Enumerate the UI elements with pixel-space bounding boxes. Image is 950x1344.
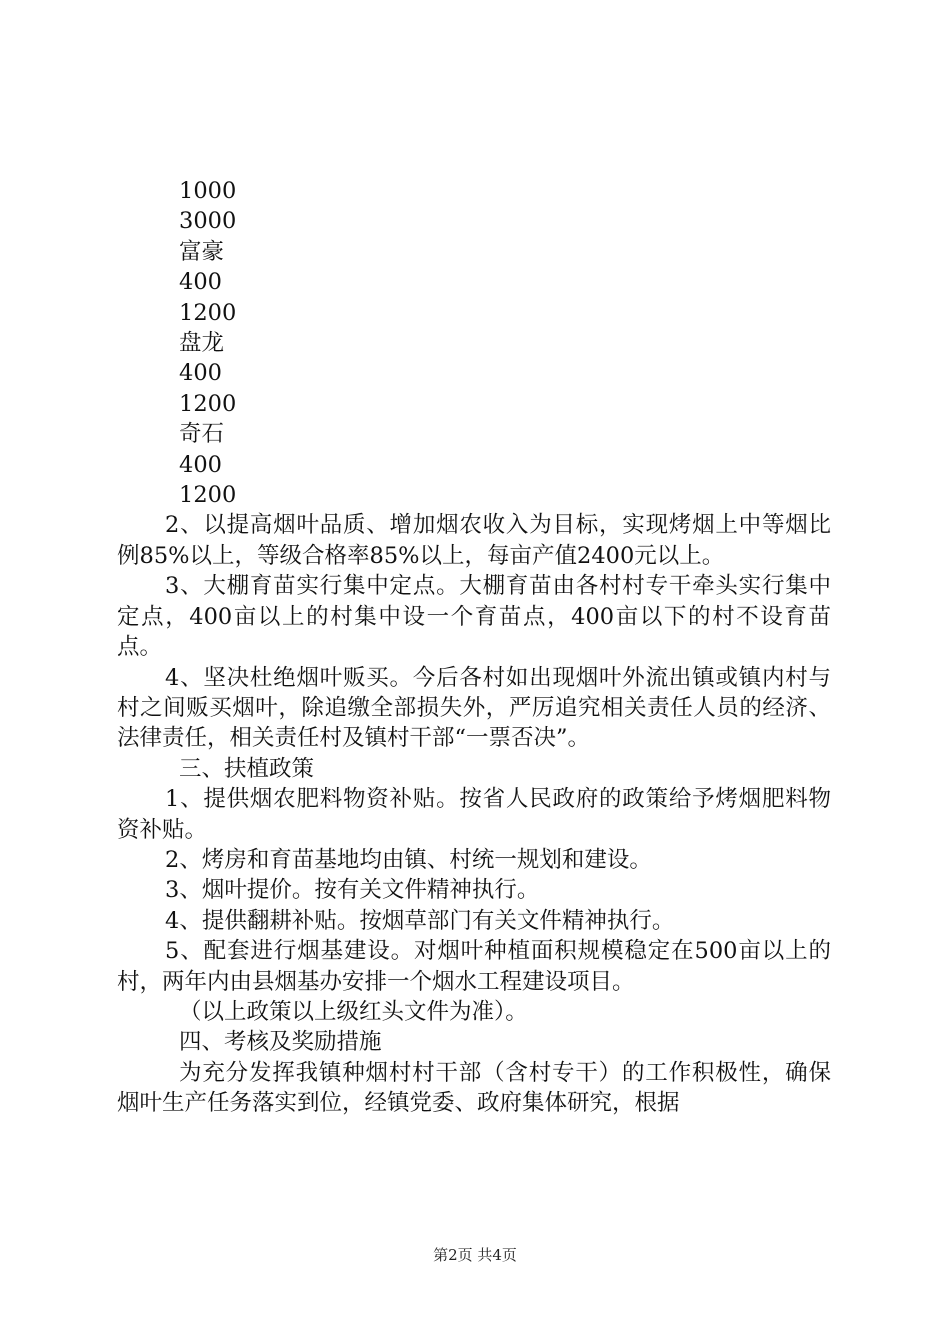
table-cell: 400 <box>179 269 222 296</box>
section-heading-assessment: 四、考核及奖励措施 <box>179 1029 382 1056</box>
table-cell: 1200 <box>179 299 237 326</box>
table-cell: 奇石 <box>179 421 225 448</box>
paragraph-seedling: 3、大棚育苗实行集中定点。大棚育苗由各村村专干牵头实行集中定点，400亩以上的村集中设一个育苗点，400亩以下的村不设育苗点。 <box>117 573 831 661</box>
table-fragment <box>117 176 831 510</box>
table-cell: 1200 <box>179 390 237 417</box>
table-cell: 盘龙 <box>179 330 225 357</box>
section-heading-support-policy: 三、扶植政策 <box>179 755 315 782</box>
paragraph-no-trading: 4、坚决杜绝烟叶贩买。今后各村如出现烟叶外流出镇或镇内村与村之间贩买烟叶，除追缴全部损失外，严厉追究相关责任人员的经济、法律责任，相关责任村及镇村干部“一票否决”。 <box>117 664 831 752</box>
table-cell: 400 <box>179 451 222 478</box>
paragraph-curing-barn: 2、烤房和育苗基地均由镇、村统一规划和建设。 <box>165 846 652 873</box>
paragraph-assessment-intro: 为充分发挥我镇种烟村村干部（含村专干）的工作积极性，确保烟叶生产任务落实到位，经镇党委、政府集体研究，根据 <box>117 1059 831 1117</box>
paragraph-price-raise: 3、烟叶提价。按有关文件精神执行。 <box>165 877 540 904</box>
table-cell: 富豪 <box>179 238 225 265</box>
paragraph-policy-note: （以上政策以上级红头文件为准）。 <box>179 998 528 1025</box>
table-cell: 400 <box>179 360 222 387</box>
paragraph-fertilizer-subsidy: 1、提供烟农肥料物资补贴。按省人民政府的政策给予烤烟肥料物资补贴。 <box>117 786 831 843</box>
paragraph-target-quality: 2、以提高烟叶品质、增加烟农收入为目标，实现烤烟上中等烟比例85%以上，等级合格率85%以上，每亩产值2400元以上。 <box>117 512 831 569</box>
page-footer: 第2页 共4页 <box>433 1246 517 1264</box>
document-body <box>117 176 831 1119</box>
table-cell: 3000 <box>179 208 237 235</box>
paragraph-infrastructure: 5、配套进行烟基建设。对烟叶种植面积规模稳定在500亩以上的村，两年内由县烟基办安排一个烟水工程建设项目。 <box>117 938 831 995</box>
paragraph-plowing-subsidy: 4、提供翻耕补贴。按烟草部门有关文件精神执行。 <box>165 907 675 934</box>
table-cell: 1000 <box>179 178 237 204</box>
table-cell: 1200 <box>179 482 237 509</box>
